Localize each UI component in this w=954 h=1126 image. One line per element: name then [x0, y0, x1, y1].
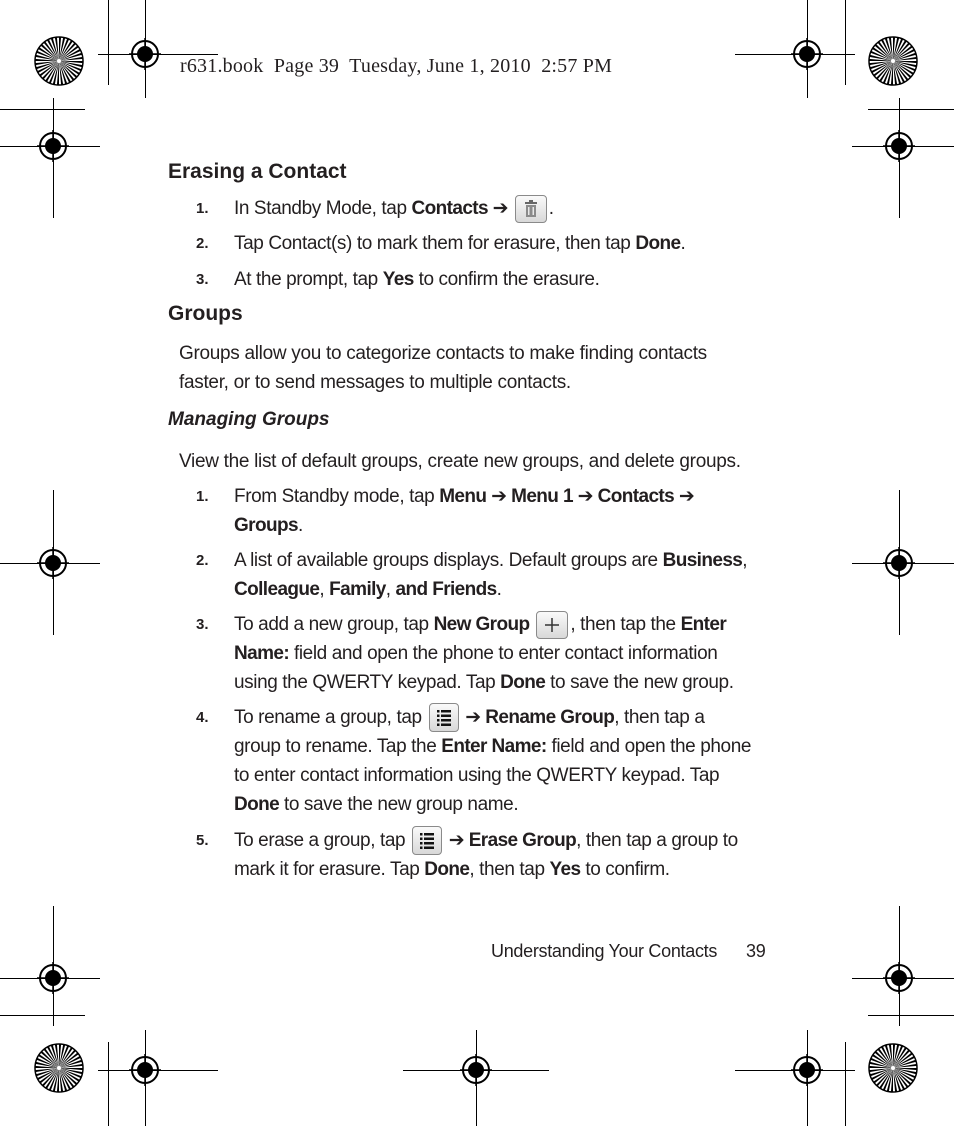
starburst-mark-icon — [868, 1043, 918, 1093]
page-number: 39 — [746, 941, 766, 961]
registration-mark-icon — [883, 130, 915, 162]
step-text: To rename a group, tap ➔ Rename Group, then tap a group to rename. Tap the Enter Name: field and open the phone to enter contact information using the QWERTY keypad. Tap Done to save the new group name. — [234, 703, 774, 819]
step-number: 2. — [196, 552, 209, 569]
plus-icon — [536, 611, 568, 639]
subsection-title-managing-groups: Managing Groups — [168, 409, 330, 430]
step-number: 1. — [196, 488, 209, 505]
step-number: 3. — [196, 616, 209, 633]
step-number: 3. — [196, 271, 209, 288]
starburst-mark-icon — [868, 36, 918, 86]
starburst-mark-icon — [34, 36, 84, 86]
step-number: 5. — [196, 832, 209, 849]
footer-section-name: Understanding Your Contacts — [491, 941, 718, 961]
registration-mark-icon — [791, 38, 823, 70]
registration-mark-icon — [883, 547, 915, 579]
step-text: A list of available groups displays. Default groups are Business, Colleague, Family, and Friends. — [234, 550, 748, 600]
step-number: 1. — [196, 200, 209, 217]
registration-mark-icon — [37, 962, 69, 994]
print-header: r631.book Page 39 Tuesday, June 1, 2010 2:57 PM — [180, 55, 613, 77]
registration-mark-icon — [129, 38, 161, 70]
step-text: Tap Contact(s) to mark them for erasure, then tap Done. — [234, 233, 686, 254]
section-title-erasing: Erasing a Contact — [168, 160, 347, 183]
section-title-groups: Groups — [168, 302, 243, 325]
step-text: To erase a group, tap ➔ Erase Group, then tap a group to mark it for erasure. Tap Done, then tap Yes to confirm. — [234, 826, 774, 884]
menu-list-icon — [412, 826, 442, 855]
menu-list-icon — [429, 703, 459, 732]
managing-intro: View the list of default groups, create new groups, and delete groups. — [179, 451, 741, 472]
registration-mark-icon — [883, 962, 915, 994]
step-text: In Standby Mode, tap Contacts ➔ . — [234, 194, 774, 223]
step-text: From Standby mode, tap Menu ➔ Menu 1 ➔ Contacts ➔ Groups. — [234, 486, 695, 536]
registration-mark-icon — [37, 130, 69, 162]
registration-mark-icon — [129, 1054, 161, 1086]
step-number: 4. — [196, 709, 209, 726]
step-text: To add a new group, tap New Group , then tap the Enter Name: field and open the phone to enter contact information using the QWERTY keypad. Tap Done to save the new group. — [234, 610, 774, 697]
groups-intro: Groups allow you to categorize contacts to make finding contacts faster, or to send messages to multiple contacts. — [179, 343, 707, 393]
step-number: 2. — [196, 235, 209, 252]
registration-mark-icon — [791, 1054, 823, 1086]
registration-mark-icon — [460, 1054, 492, 1086]
trash-icon — [515, 195, 547, 223]
starburst-mark-icon — [34, 1043, 84, 1093]
registration-mark-icon — [37, 547, 69, 579]
step-text: At the prompt, tap Yes to confirm the erasure. — [234, 269, 600, 290]
